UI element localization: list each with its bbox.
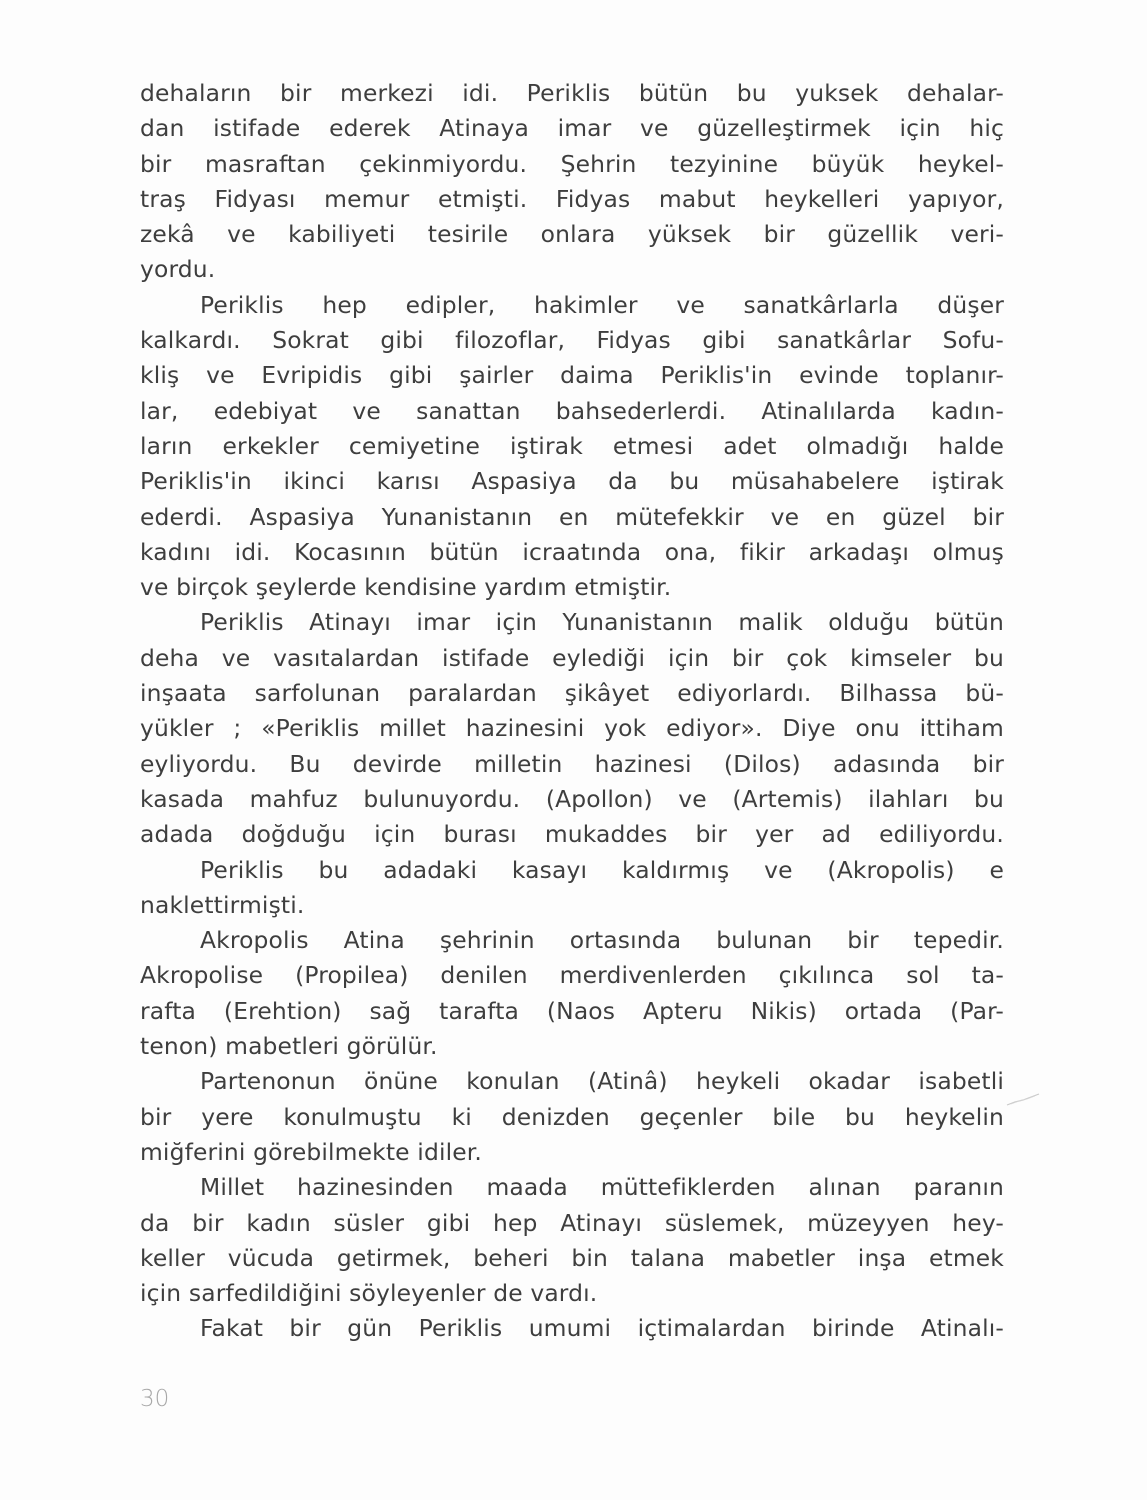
- text-line: ların erkekler cemiyetine iştirak etmesi adet olmadığı halde: [140, 431, 1004, 460]
- paragraph-start-line: Partenonun önüne konulan (Atinâ) heykeli okadar isabetli: [200, 1067, 1004, 1096]
- paragraph-start-line: Fakat bir gün Periklis umumi içtimalardan birinde Atinalı-: [200, 1314, 1004, 1343]
- paragraph-start-line: Periklis bu adadaki kasayı kaldırmış ve (Akropolis) e: [200, 855, 1004, 884]
- text-line: zekâ ve kabiliyeti tesirile onlara yüksek bir güzellik veri-: [140, 220, 1004, 249]
- text-line: dan istifade ederek Atinaya imar ve güzelleştirmek için hiç: [140, 114, 1004, 143]
- text-line: dehaların bir merkezi idi. Periklis bütün bu yuksek dehalar-: [140, 79, 1004, 107]
- text-line: bir masraftan çekinmiyordu. Şehrin tezyinine büyük heykel-: [140, 149, 1004, 178]
- page-number: 30: [140, 1386, 170, 1412]
- text-line: kadını idi. Kocasının bütün icraatında ona, fikir arkadaşı olmuş: [140, 537, 1004, 566]
- text-line: yordu.: [140, 255, 216, 284]
- body-text: [140, 76, 1004, 1347]
- paragraph-start-line: Periklis hep edipler, hakimler ve sanatkârlarla düşer: [200, 290, 1004, 319]
- text-line: naklettirmişti.: [140, 890, 305, 919]
- text-line: için sarfedildiğini söyleyenler de vardı.: [140, 1279, 598, 1308]
- paragraph-start-line: Millet hazinesinden maada müttefiklerden alınan paranın: [200, 1173, 1004, 1202]
- text-line: Periklis'in ikinci karısı Aspasiya da bu müsahabelere iştirak: [140, 467, 1004, 496]
- text-line: kliş ve Evripidis gibi şairler daima Periklis'in evinde toplanır-: [140, 361, 1004, 390]
- text-line: miğferini görebilmekte idiler.: [140, 1137, 482, 1166]
- text-line: yükler ; «Periklis millet hazinesini yok ediyor». Diye onu ittiham: [140, 714, 1004, 743]
- paragraph-start-line: Akropolis Atina şehrinin ortasında bulunan bir tepedir.: [200, 926, 1004, 955]
- text-line: bir yere konulmuştu ki denizden geçenler bile bu heykelin: [140, 1102, 1004, 1131]
- text-line: Akropolise (Propilea) denilen merdivenlerden çıkılınca sol ta-: [140, 961, 1004, 990]
- text-line: da bir kadın süsler gibi hep Atinayı süslemek, müzeyyen hey-: [140, 1208, 1004, 1237]
- text-line: lar, edebiyat ve sanattan bahsederlerdi. Atinalılarda kadın-: [140, 396, 1004, 425]
- text-line: ederdi. Aspasiya Yunanistanın en mütefekkir ve en güzel bir: [140, 502, 1004, 531]
- text-line: adada doğduğu için burası mukaddes bir yer ad ediliyordu.: [140, 820, 1004, 849]
- text-line: ve birçok şeylerde kendisine yardım etmiştir.: [140, 573, 672, 602]
- text-line: inşaata sarfolunan paralardan şikâyet ediyorlardı. Bilhassa bü-: [140, 679, 1004, 708]
- text-line: keller vücuda getirmek, beheri bin talana mabetler inşa etmek: [140, 1243, 1004, 1272]
- text-line: traş Fidyası memur etmişti. Fidyas mabut heykelleri yapıyor,: [140, 184, 1004, 213]
- ink-smudge-icon: [1005, 1092, 1041, 1108]
- text-line: kalkardı. Sokrat gibi filozoflar, Fidyas gibi sanatkârlar Sofu-: [140, 326, 1004, 355]
- text-line: rafta (Erehtion) sağ tarafta (Naos Apteru Nikis) ortada (Par-: [140, 996, 1004, 1025]
- text-line: kasada mahfuz bulunuyordu. (Apollon) ve (Artemis) ilahları bu: [140, 784, 1004, 813]
- text-line: deha ve vasıtalardan istifade eylediği için bir çok kimseler bu: [140, 643, 1004, 672]
- text-line: eyliyordu. Bu devirde milletin hazinesi (Dilos) adasında bir: [140, 749, 1004, 778]
- paragraph-start-line: Periklis Atinayı imar için Yunanistanın malik olduğu bütün: [200, 608, 1004, 637]
- text-line: tenon) mabetleri görülür.: [140, 1032, 438, 1061]
